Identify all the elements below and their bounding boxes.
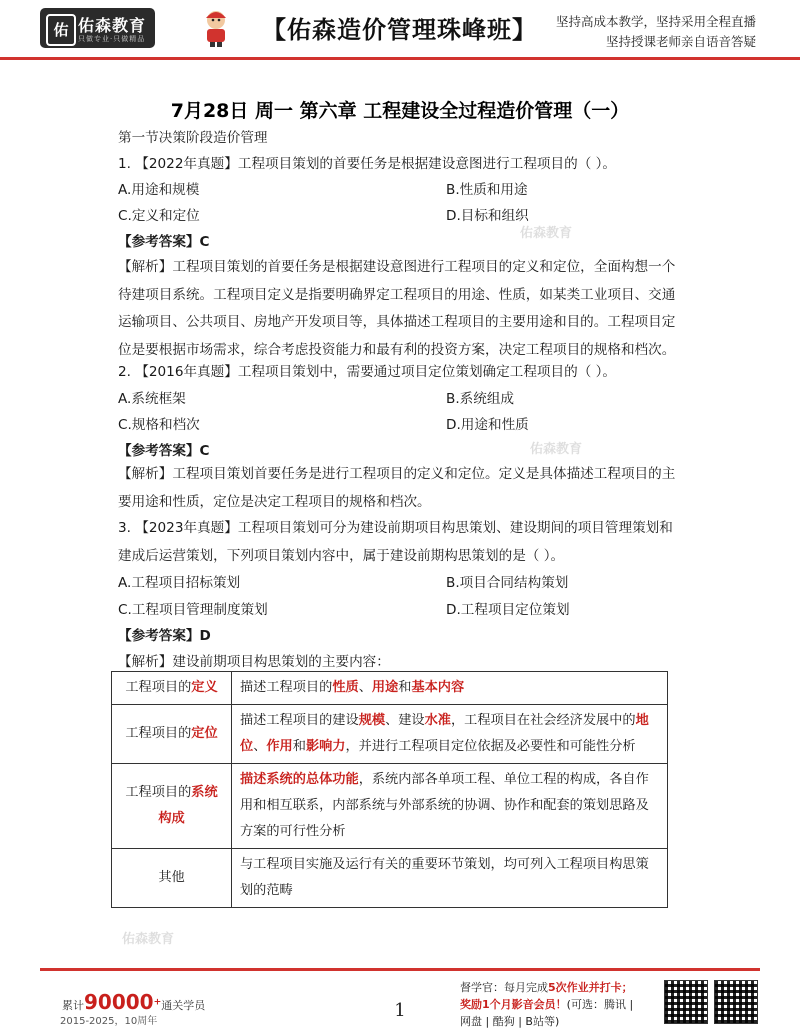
qr-code-icon	[714, 980, 758, 1024]
promo-line-1: 督学官：每月完成5次作业并打卡；	[460, 981, 633, 994]
q3-option-c: C.工程项目管理制度策划	[118, 602, 268, 618]
table-row	[112, 764, 668, 849]
table-value-cell: 与工程项目实施及运行有关的重要环节策划，均可列入工程项目构思策划的范畴	[232, 849, 668, 908]
q1-option-a: A.用途和规模	[118, 182, 200, 198]
watermark: 佑森教育	[122, 932, 175, 947]
q3-option-d: D.工程项目定位策划	[446, 602, 570, 618]
table-key-cell: 工程项目的定位	[112, 705, 232, 764]
qr-code-icon	[664, 980, 708, 1024]
table-value-cell: 描述工程项目的性质、用途和基本内容	[232, 672, 668, 705]
page-number: 1	[394, 1000, 406, 1021]
document-title: 7月28日 周一 第六章 工程建设全过程造价管理（一）	[170, 100, 630, 122]
question-2-stem: 2. 【2016年真题】工程项目策划中，需要通过项目定位策划确定工程项目的（ ）。	[118, 364, 616, 380]
q3-analysis: 【解析】建设前期项目构思策划的主要内容：	[118, 654, 390, 670]
footer-divider	[40, 968, 760, 971]
q1-answer: 【参考答案】C	[118, 234, 210, 250]
q2-answer: 【参考答案】C	[118, 443, 210, 459]
q2-option-b: B.系统组成	[446, 391, 515, 407]
table-value-cell: 描述系统的总体功能，系统内部各单项工程、单位工程的构成，各自作用和相互联系，内部系统与外部系统的协调、协作和配套的策划思路及方案的可行性分析	[232, 764, 668, 849]
brand-logo	[40, 8, 155, 48]
anniversary-years: 2015-2025，10周年	[60, 1016, 158, 1027]
q1-option-d: D.目标和组织	[446, 208, 529, 224]
slogan-line-1: 坚持高成本教学，坚持采用全程直播	[555, 14, 756, 29]
table-key-cell: 其他	[112, 849, 232, 908]
table-row	[112, 849, 668, 908]
logo-name: 佑森教育	[78, 16, 147, 35]
table-key-cell: 工程项目的系统构成	[112, 764, 232, 849]
q2-option-a: A.系统框架	[118, 391, 186, 407]
q1-option-b: B.性质和用途	[446, 182, 528, 198]
q1-analysis: 【解析】工程项目策划的首要任务是根据建设意图进行工程项目的定义和定位，全面构想一个待建项目系统。工程项目定义是指要明确界定工程项目的用途、性质，如某类工业项目、交通运输项目、公共项目、房地产开发项目等，具体描述工程项目的主要用途和目的。工程项目定位是要根据市场需求，综合考虑投资能力和最有利的投资方案，决定工程项目的规格和档次。	[118, 259, 676, 358]
mascot-icon	[198, 8, 234, 48]
header-divider	[0, 57, 800, 60]
watermark: 佑森教育	[520, 226, 573, 241]
project-concept-table	[111, 671, 668, 908]
table-row	[112, 672, 668, 705]
table-row	[112, 705, 668, 764]
q2-option-d: D.用途和性质	[446, 417, 529, 433]
table-key-cell: 工程项目的定义	[112, 672, 232, 705]
logo-mark: 佑	[46, 14, 76, 46]
question-1-stem: 1. 【2022年真题】工程项目策划的首要任务是根据建设意图进行工程项目的（ ）。	[118, 156, 616, 172]
question-3-stem: 3. 【2023年真题】工程项目策划可分为建设前期项目构思策划、建设期间的项目管理策划和建成后运营策划，下列项目策划内容中，属于建设前期构思策划的是（ ）。	[118, 520, 673, 564]
watermark: 佑森教育	[530, 442, 583, 457]
q3-option-b: B.项目合同结构策划	[446, 575, 569, 591]
section-heading: 第一节决策阶段造价管理	[118, 130, 268, 146]
promo-line-2: 奖励1个月影音会员！(可选：腾讯 |	[460, 998, 634, 1011]
logo-sub: 只做专业·只做精品	[78, 35, 146, 43]
header-title: 【佑森造价管理珠峰班】	[262, 16, 537, 44]
q3-option-a: A.工程项目招标策划	[118, 575, 241, 591]
graduate-count: 累计90000+通关学员	[62, 990, 206, 1014]
q2-option-c: C.规格和档次	[118, 417, 200, 433]
promo-line-3: 网盘 | 酷狗 | B站等)	[460, 1015, 560, 1028]
q3-answer: 【参考答案】D	[118, 628, 211, 644]
q2-analysis: 【解析】工程项目策划首要任务是进行工程项目的定义和定位。定义是具体描述工程项目的主要用途和性质，定位是决定工程项目的规格和档次。	[118, 466, 676, 510]
slogan-line-2: 坚持授课老师亲自语音答疑	[605, 34, 756, 49]
table-value-cell: 描述工程项目的建设规模、建设水准，工程项目在社会经济发展中的地位、作用和影响力，并进行工程项目定位依据及必要性和可能性分析	[232, 705, 668, 764]
q1-option-c: C.定义和定位	[118, 208, 200, 224]
